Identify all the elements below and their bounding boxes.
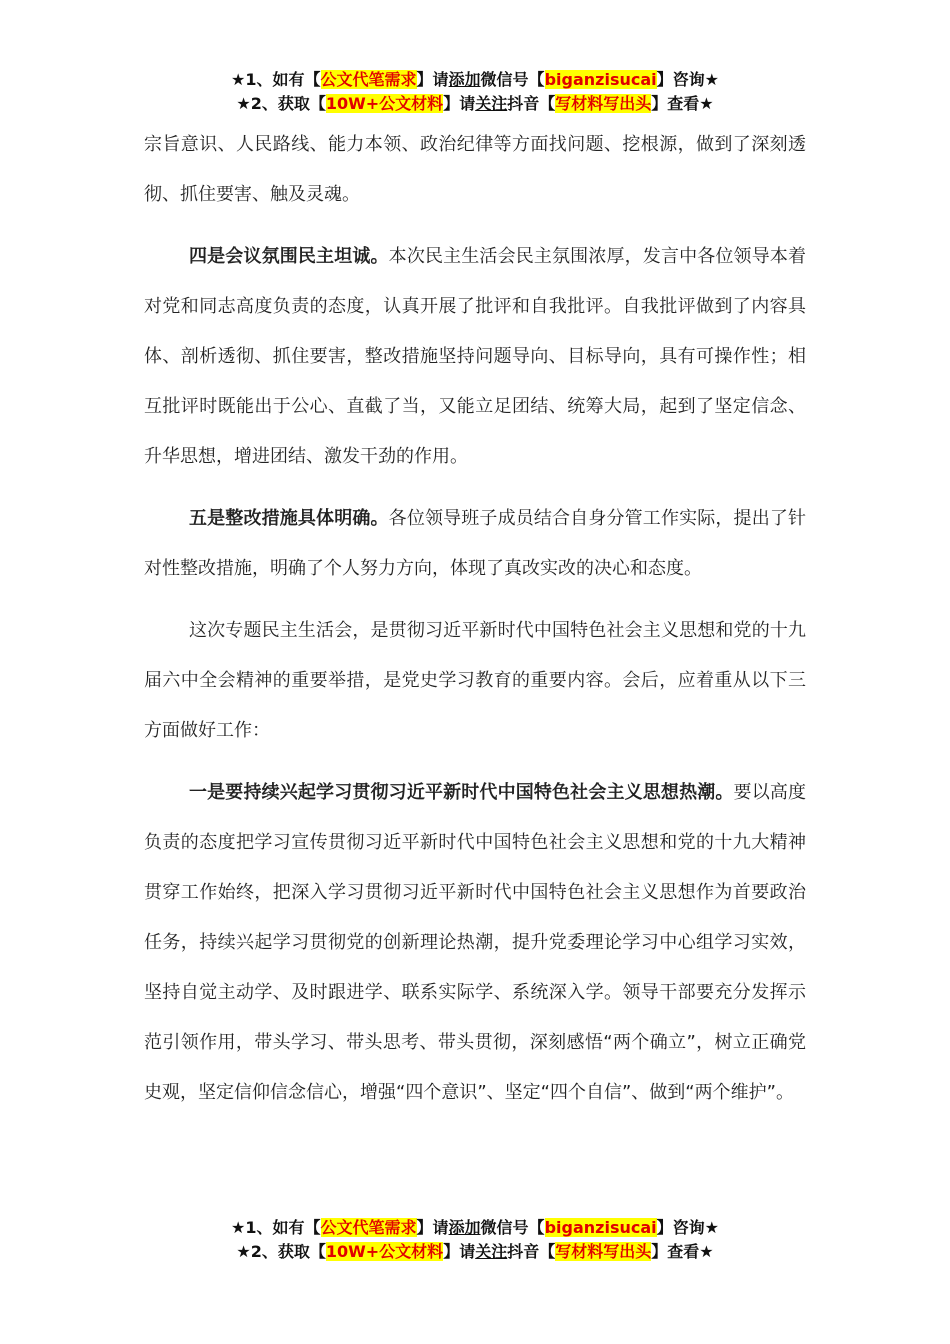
- paragraph-text: 各位领导班子成员结合自身分管工作实际，提出了针对性整改措施，明确了个人努力方向，体现了真改实改的决心和态度。: [144, 508, 807, 579]
- banner-highlight: biganzisucai: [544, 70, 657, 89]
- banner-line-2: [0, 92, 950, 116]
- paragraph-lead: 一是要持续兴起学习贯彻习近平新时代中国特色社会主义思想热潮。: [189, 782, 734, 803]
- banner-text: 抖音【: [507, 1242, 556, 1261]
- banner-underlined: 关注: [475, 1242, 508, 1261]
- paragraph-point-four: [144, 232, 806, 482]
- banner-text: 】请: [416, 70, 449, 89]
- paragraph-continuation: 宗旨意识、人民路线、能力本领、政治纪律等方面找问题、挖根源，做到了深刻透彻、抓住要害、触及灵魂。: [144, 134, 806, 205]
- banner-line-2: [0, 1240, 950, 1264]
- banner-highlight: 10W+公文材料: [325, 1242, 444, 1261]
- banner-text: 】咨询★: [656, 70, 719, 89]
- banner-highlight: biganzisucai: [544, 1218, 657, 1237]
- paragraph-lead: 四是会议氛围民主坦诚。: [189, 246, 389, 267]
- paragraph-lead: 五是整改措施具体明确。: [189, 508, 389, 529]
- paragraph-task-one: [144, 768, 806, 1118]
- banner-line-1: [0, 68, 950, 92]
- banner-text: 】查看★: [651, 1242, 714, 1261]
- banner-text: 抖音【: [507, 94, 556, 113]
- banner-highlight: 写材料写出头: [555, 94, 652, 113]
- banner-highlight: 写材料写出头: [555, 1242, 652, 1261]
- footer-banner: [0, 1216, 950, 1264]
- banner-text: 】查看★: [651, 94, 714, 113]
- banner-text: 】请: [443, 1242, 476, 1261]
- banner-highlight: 10W+公文材料: [325, 94, 444, 113]
- header-banner: [0, 68, 950, 116]
- paragraph-text: 本次民主生活会民主氛围浓厚，发言中各位领导本着对党和同志高度负责的态度，认真开展了批评和自我批评。自我批评做到了内容具体、剖析透彻、抓住要害，整改措施坚持问题导向、目标导向，具有可操作性；相互批评时既能出于公心、直截了当，又能立足团结、统筹大局，起到了坚定信念、升华思想，增进团结、激发干劲的作用。: [144, 246, 807, 467]
- banner-text: 】请: [443, 94, 476, 113]
- banner-text: 】请: [416, 1218, 449, 1237]
- banner-underlined: 关注: [475, 94, 508, 113]
- banner-line-1: [0, 1216, 950, 1240]
- banner-highlight: 公文代笔需求: [320, 70, 417, 89]
- banner-text: 微信号【: [480, 70, 545, 89]
- paragraph-point-five: [144, 494, 806, 594]
- banner-text: ★1、如有【: [231, 70, 321, 89]
- document-body: [144, 120, 806, 1118]
- banner-highlight: 公文代笔需求: [320, 1218, 417, 1237]
- banner-underlined: 添加: [448, 70, 481, 89]
- banner-text: 】咨询★: [656, 1218, 719, 1237]
- banner-text: ★2、获取【: [236, 1242, 326, 1261]
- paragraph-summary: 这次专题民主生活会，是贯彻习近平新时代中国特色社会主义思想和党的十九届六中全会精神的重要举措，是党史学习教育的重要内容。会后，应着重从以下三方面做好工作：: [144, 620, 806, 741]
- banner-text: ★2、获取【: [236, 94, 326, 113]
- banner-text: 微信号【: [480, 1218, 545, 1237]
- banner-underlined: 添加: [448, 1218, 481, 1237]
- banner-text: ★1、如有【: [231, 1218, 321, 1237]
- paragraph-text: 要以高度负责的态度把学习宣传贯彻习近平新时代中国特色社会主义思想和党的十九大精神贯穿工作始终，把深入学习贯彻习近平新时代中国特色社会主义思想作为首要政治任务，持续兴起学习贯彻党的创新理论热潮，提升党委理论学习中心组学习实效，坚持自觉主动学、及时跟进学、联系实际学、系统深入学。领导干部要充分发挥示范引领作用，带头学习、带头思考、带头贯彻，深刻感悟“两个确立”，树立正确党史观，坚定信仰信念信心，增强“四个意识”、坚定“四个自信”、做到“两个维护”。: [144, 782, 807, 1103]
